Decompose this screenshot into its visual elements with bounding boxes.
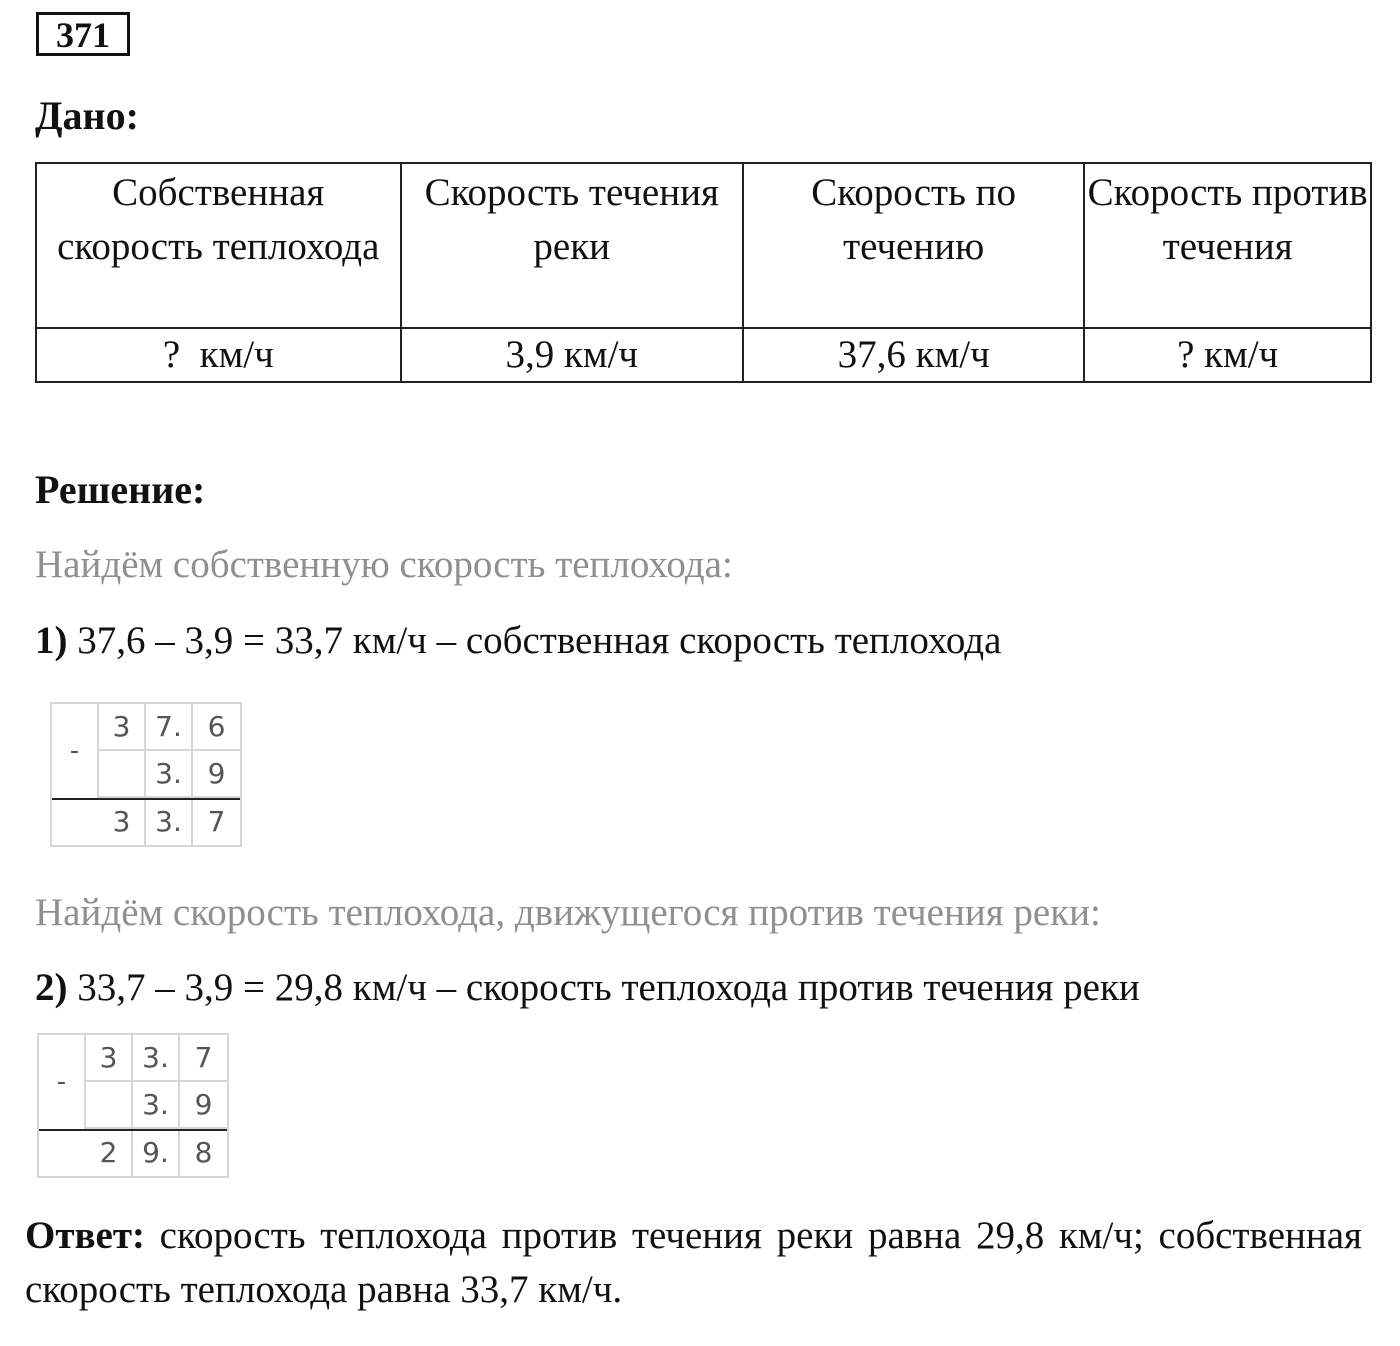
header-upstream-speed: Скорость против течения — [1084, 163, 1371, 328]
problem-number: 371 — [36, 12, 130, 56]
calc-result-digit: 7 — [207, 805, 226, 838]
step1-hint: Найдём собственную скорость теплохода: — [35, 543, 733, 586]
calc-digit: 9 — [180, 1082, 227, 1129]
answer-paragraph — [25, 1209, 1362, 1317]
answer-text: скорость теплохода против течения реки равна 29,8 км/ч; собственная скорость теплохода равна 33,7 км/ч. — [25, 1214, 1362, 1311]
calc-digit: 3. — [146, 751, 193, 798]
minus-sign: - — [39, 1035, 86, 1129]
calc-digit: 7 — [180, 1035, 227, 1082]
step2-hint: Найдём скорость теплохода, движущегося против течения реки: — [35, 891, 1101, 934]
calc-result-digit: 9. — [133, 1129, 180, 1176]
calc-digit: 9 — [193, 751, 240, 798]
value-current-speed: 3,9 км/ч — [401, 328, 743, 382]
calc-digit: 7. — [146, 704, 193, 751]
given-table — [35, 162, 1372, 383]
step1-text: 37,6 – 3,9 = 33,7 км/ч – собственная скорость теплохода — [67, 619, 1002, 662]
minus-sign: - — [52, 704, 99, 798]
header-current-speed: Скорость течения реки — [401, 163, 743, 328]
value-downstream-speed: 37,6 км/ч — [743, 328, 1084, 382]
given-table-header-row — [36, 163, 1371, 328]
given-heading: Дано: — [35, 93, 139, 138]
calc-digit — [99, 751, 146, 798]
step2-text: 33,7 – 3,9 = 29,8 км/ч – скорость теплохода против течения реки — [67, 966, 1140, 1009]
answer-label: Ответ: — [25, 1214, 146, 1257]
value-own-speed: ? км/ч — [36, 328, 401, 382]
given-table-values-row — [36, 328, 1371, 382]
step2-column-calc — [37, 1033, 229, 1178]
step1-line — [35, 619, 1001, 663]
calc-result-digit: 3. — [146, 798, 193, 845]
calc-digit: 3 — [99, 704, 146, 751]
header-downstream-speed: Скорость по течению — [743, 163, 1084, 328]
solution-heading: Решение: — [35, 467, 206, 512]
value-upstream-speed: ? км/ч — [1084, 328, 1371, 382]
calc-digit — [39, 1129, 86, 1176]
calc-result-digit: 2 — [86, 1129, 133, 1176]
step1-column-calc — [50, 702, 242, 847]
calc-digit: 3. — [133, 1035, 180, 1082]
calc-digit: 3. — [133, 1082, 180, 1129]
calc-digit: 6 — [193, 704, 240, 751]
header-own-speed: Собственная скорость теплохода — [36, 163, 401, 328]
calc-digit: 3 — [86, 1035, 133, 1082]
calc-digit — [86, 1082, 133, 1129]
step2-number: 2) — [35, 966, 68, 1009]
calc-result-digit: 3 — [99, 798, 146, 845]
step2-line — [35, 966, 1140, 1010]
calc-result-digit: 8 — [194, 1136, 213, 1169]
step1-number: 1) — [35, 619, 68, 662]
calc-digit — [52, 798, 99, 845]
